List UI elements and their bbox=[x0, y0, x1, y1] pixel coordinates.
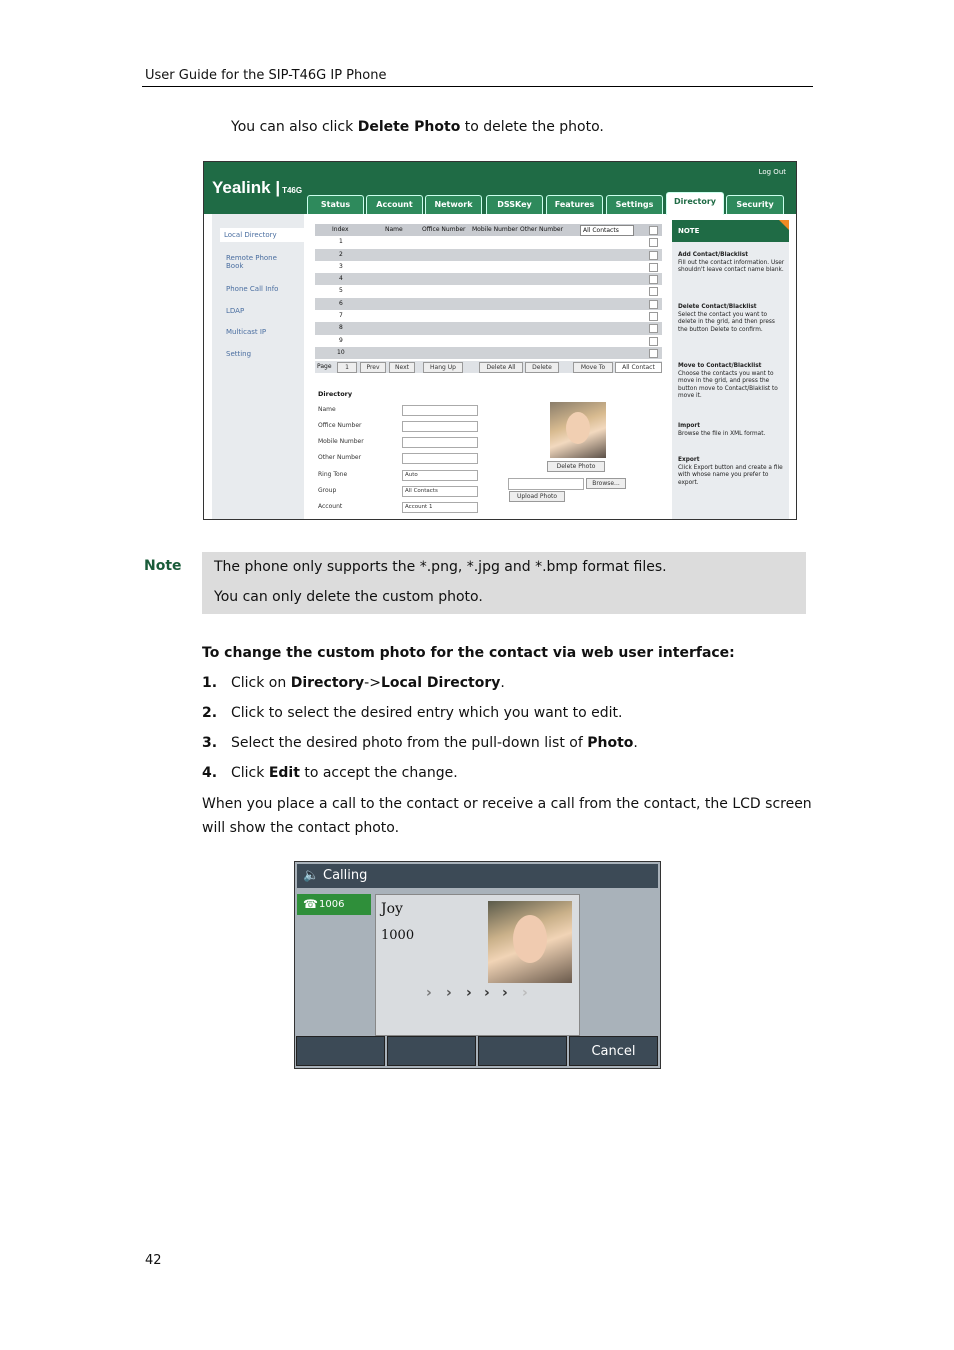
contact-name: Joy bbox=[381, 901, 403, 917]
logout-link[interactable]: Log Out bbox=[758, 168, 786, 176]
nav-local-directory[interactable]: Local Directory bbox=[220, 228, 306, 242]
move-target-select[interactable]: All Contact bbox=[615, 362, 662, 373]
tab-account[interactable]: Account bbox=[366, 195, 423, 214]
table-row[interactable] bbox=[315, 322, 662, 334]
note-item: Add Contact/Blacklist Fill out the contact information. User shouldn't leave contact name blank. bbox=[678, 252, 785, 274]
yealink-logo: Yealink | T46G bbox=[212, 178, 303, 197]
chevron-right-icon: › bbox=[484, 985, 490, 1001]
row-checkbox[interactable] bbox=[649, 251, 658, 260]
row-index: 2 bbox=[339, 250, 343, 258]
chevron-right-icon: › bbox=[502, 985, 508, 1001]
line-number: 1006 bbox=[319, 899, 345, 910]
grid-controls bbox=[315, 361, 662, 373]
phone-lcd-screenshot bbox=[294, 861, 661, 1069]
phone-icon: ☎ bbox=[303, 897, 318, 911]
contact-number: 1000 bbox=[381, 928, 415, 943]
row-index: 10 bbox=[337, 348, 345, 356]
col-index: Index bbox=[332, 226, 349, 233]
intro-text: You can also click Delete Photo to delete the photo. bbox=[231, 119, 604, 135]
ring-tone-select[interactable]: Auto bbox=[402, 470, 478, 481]
table-row[interactable] bbox=[315, 273, 662, 285]
caller-photo bbox=[488, 901, 572, 983]
step-number: 2. bbox=[202, 705, 218, 721]
move-to-button[interactable]: Move To bbox=[573, 362, 613, 373]
step-number: 1. bbox=[202, 675, 218, 691]
note-item: Import Browse the file in XML format. bbox=[678, 423, 766, 437]
row-checkbox[interactable] bbox=[649, 324, 658, 333]
browse-button[interactable]: Browse... bbox=[586, 478, 626, 489]
row-checkbox[interactable] bbox=[649, 275, 658, 284]
tab-status[interactable]: Status bbox=[307, 195, 364, 214]
note-panel bbox=[672, 220, 789, 519]
table-row[interactable] bbox=[315, 347, 662, 359]
note-item: Export Click Export button and create a file with whose name you prefer to export. bbox=[678, 457, 783, 486]
note-item: Delete Contact/Blacklist Select the contact you want to delete in the grid, and then press the button Delete to confirm. bbox=[678, 304, 775, 333]
step-text: Select the desired photo from the pull-down list of Photo. bbox=[231, 735, 638, 751]
row-checkbox[interactable] bbox=[649, 337, 658, 346]
page-header: User Guide for the SIP-T46G IP Phone bbox=[145, 68, 387, 83]
select-all-checkbox[interactable] bbox=[649, 226, 658, 235]
row-index: 6 bbox=[339, 299, 343, 307]
delete-all-button[interactable]: Delete All bbox=[479, 362, 523, 373]
nav-multicast-ip[interactable]: Multicast IP bbox=[226, 328, 267, 336]
row-index: 1 bbox=[339, 238, 343, 246]
office-number-label: Office Number bbox=[318, 422, 362, 429]
tab-security[interactable]: Security bbox=[726, 195, 784, 214]
web-ui-screenshot bbox=[203, 161, 797, 520]
col-other: Other Number bbox=[520, 226, 564, 233]
step-number: 4. bbox=[202, 765, 218, 781]
row-checkbox[interactable] bbox=[649, 312, 658, 321]
col-name: Name bbox=[385, 226, 403, 233]
face-shape bbox=[513, 915, 547, 963]
table-row[interactable] bbox=[315, 261, 662, 273]
note-box bbox=[202, 552, 806, 614]
page-number: 42 bbox=[145, 1253, 162, 1268]
group-label: Group bbox=[318, 487, 337, 494]
mobile-number-label: Mobile Number bbox=[318, 438, 364, 445]
note-line: The phone only supports the *.png, *.jpg and *.bmp format files. bbox=[214, 559, 667, 575]
tab-features[interactable]: Features bbox=[546, 195, 603, 214]
row-index: 7 bbox=[339, 312, 343, 320]
row-index: 8 bbox=[339, 324, 343, 332]
photo-path-field[interactable] bbox=[508, 478, 584, 490]
paragraph-line: will show the contact photo. bbox=[202, 820, 400, 836]
row-checkbox[interactable] bbox=[649, 287, 658, 296]
procedure-title: To change the custom photo for the contact via web user interface: bbox=[202, 645, 735, 661]
page-label: Page bbox=[317, 363, 332, 370]
row-checkbox[interactable] bbox=[649, 349, 658, 358]
table-row[interactable] bbox=[315, 298, 662, 310]
line-key[interactable] bbox=[297, 894, 371, 915]
chevron-right-icon: › bbox=[426, 985, 432, 1001]
account-select[interactable]: Account 1 bbox=[402, 502, 478, 513]
row-index: 9 bbox=[339, 336, 343, 344]
web-header bbox=[204, 162, 796, 214]
group-select[interactable]: All Contacts bbox=[402, 486, 478, 497]
form-title: Directory bbox=[318, 390, 353, 398]
step-number: 3. bbox=[202, 735, 218, 751]
speaker-icon: 🔈 bbox=[303, 868, 320, 883]
nav-ldap[interactable]: LDAP bbox=[226, 307, 245, 315]
row-index: 3 bbox=[339, 262, 343, 270]
mobile-number-field[interactable] bbox=[402, 437, 478, 448]
other-number-label: Other Number bbox=[318, 454, 362, 461]
nav-phone-call-info[interactable]: Phone Call Info bbox=[226, 285, 279, 293]
paragraph-line: When you place a call to the contact or receive a call from the contact, the LCD screen bbox=[202, 796, 812, 812]
tab-settings[interactable]: Settings bbox=[606, 195, 663, 214]
name-field[interactable] bbox=[402, 405, 478, 416]
nav-remote-phone-book[interactable]: Remote Phone Book bbox=[226, 254, 277, 270]
page-select[interactable]: 1 bbox=[337, 362, 357, 373]
header-rule bbox=[142, 86, 813, 87]
chevron-right-icon: › bbox=[446, 985, 452, 1001]
account-label: Account bbox=[318, 503, 343, 510]
note-item: Move to Contact/Blacklist Choose the contacts you want to move in the grid, and press the button move to Contact/Blaklist to move it. bbox=[678, 363, 778, 400]
table-row[interactable] bbox=[315, 236, 662, 248]
other-number-field[interactable] bbox=[402, 453, 478, 464]
note-label: Note bbox=[144, 558, 182, 574]
table-row[interactable] bbox=[315, 285, 662, 297]
nav-setting[interactable]: Setting bbox=[226, 350, 252, 358]
next-button[interactable]: Next bbox=[389, 362, 415, 373]
grid-header bbox=[315, 224, 662, 236]
col-mobile: Mobile Number bbox=[472, 226, 518, 233]
note-corner bbox=[779, 220, 789, 230]
cancel-softkey[interactable]: Cancel bbox=[569, 1036, 658, 1066]
tab-dsskey[interactable]: DSSKey bbox=[486, 195, 543, 214]
prev-button[interactable]: Prev bbox=[360, 362, 386, 373]
face-shape bbox=[566, 412, 590, 444]
row-checkbox[interactable] bbox=[649, 263, 658, 272]
softkey-2[interactable] bbox=[387, 1036, 476, 1066]
col-office: Office Number bbox=[422, 226, 466, 233]
chevron-right-icon: › bbox=[522, 985, 528, 1001]
row-checkbox[interactable] bbox=[649, 300, 658, 309]
filter-select[interactable]: All Contacts bbox=[580, 225, 634, 236]
chevron-right-icon: › bbox=[466, 985, 472, 1001]
note-line: You can only delete the custom photo. bbox=[214, 589, 483, 605]
contact-photo bbox=[550, 402, 606, 458]
tab-network[interactable]: Network bbox=[425, 195, 482, 214]
name-label: Name bbox=[318, 406, 336, 413]
hang-up-button[interactable]: Hang Up bbox=[423, 362, 463, 373]
softkey-3[interactable] bbox=[478, 1036, 567, 1066]
call-card bbox=[375, 894, 580, 1036]
tab-directory[interactable]: Directory bbox=[666, 192, 724, 215]
upload-photo-button[interactable]: Upload Photo bbox=[509, 491, 565, 502]
delete-photo-button[interactable]: Delete Photo bbox=[547, 461, 605, 472]
table-row[interactable] bbox=[315, 335, 662, 347]
left-nav bbox=[212, 214, 304, 519]
step-text: Click on Directory->Local Directory. bbox=[231, 675, 505, 691]
lcd-title-bar bbox=[297, 864, 658, 888]
row-index: 5 bbox=[339, 287, 343, 295]
step-text: Click Edit to accept the change. bbox=[231, 765, 458, 781]
row-index: 4 bbox=[339, 275, 343, 283]
delete-button[interactable]: Delete bbox=[525, 362, 559, 373]
table-row[interactable] bbox=[315, 249, 662, 261]
lcd-title: Calling bbox=[323, 868, 368, 883]
softkey-1[interactable] bbox=[296, 1036, 385, 1066]
ring-tone-label: Ring Tone bbox=[318, 471, 348, 478]
row-checkbox[interactable] bbox=[649, 238, 658, 247]
office-number-field[interactable] bbox=[402, 421, 478, 432]
note-panel-title: NOTE bbox=[672, 220, 789, 242]
table-row[interactable] bbox=[315, 310, 662, 322]
step-text: Click to select the desired entry which you want to edit. bbox=[231, 705, 623, 721]
contact-grid bbox=[315, 224, 662, 359]
